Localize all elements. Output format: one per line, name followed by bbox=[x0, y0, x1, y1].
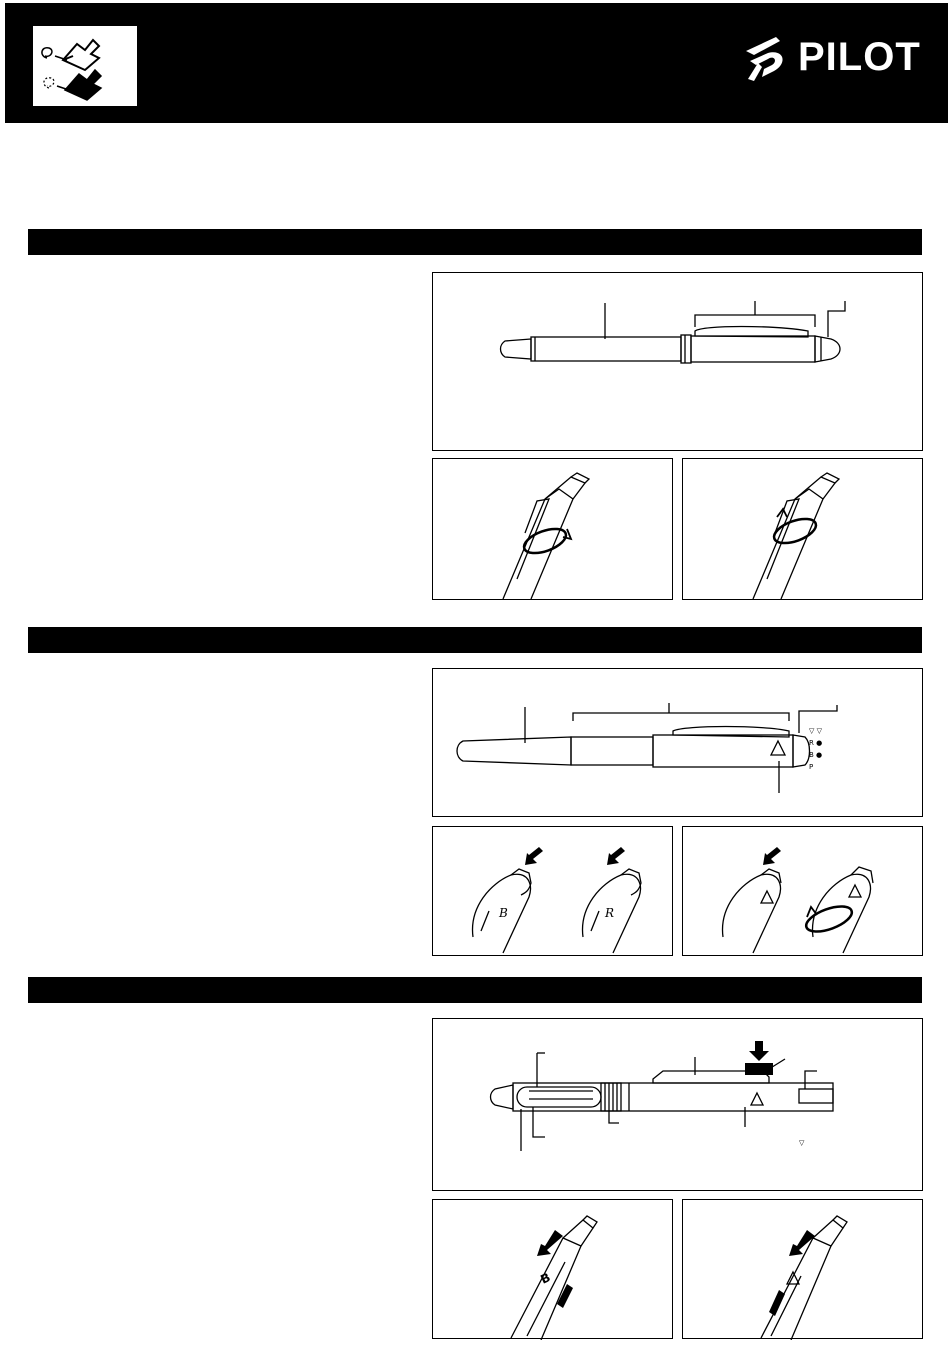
small-mark: ▽ bbox=[799, 1139, 805, 1147]
pen-1-overview-diagram bbox=[432, 272, 923, 451]
svg-text:B: B bbox=[538, 1270, 553, 1287]
pen-1-twist-left-diagram bbox=[682, 458, 923, 600]
pen-2-press-twist-diagram bbox=[682, 826, 923, 956]
brand-name: PILOT bbox=[798, 35, 921, 79]
pen-2-press-cartridge-diagram bbox=[432, 826, 673, 956]
pen-1-twist-right-diagram bbox=[432, 458, 673, 600]
svg-text:B: B bbox=[499, 906, 508, 920]
page-header bbox=[5, 3, 948, 123]
cap-symbol-row-2: R ● bbox=[809, 739, 823, 747]
section-3-header-bar bbox=[28, 977, 922, 1003]
pen-3-slide-a-diagram bbox=[682, 1199, 923, 1339]
section-2-header-bar bbox=[28, 627, 922, 653]
pen-3-overview-diagram bbox=[432, 1018, 923, 1191]
pen-3-slide-b-diagram bbox=[432, 1199, 673, 1339]
section-1-header-bar bbox=[28, 229, 922, 255]
pilot-mark-icon bbox=[740, 33, 796, 83]
pen-tips-writing-icon bbox=[32, 25, 138, 107]
cap-symbol-row-3: B ● bbox=[809, 751, 823, 759]
svg-text:R: R bbox=[605, 906, 615, 920]
pen-2-overview-diagram bbox=[432, 668, 923, 817]
cap-symbol-row-1: ▽ ▽ bbox=[809, 727, 822, 735]
brand-logo bbox=[740, 33, 920, 83]
cap-symbol-row-4: P bbox=[809, 763, 814, 771]
